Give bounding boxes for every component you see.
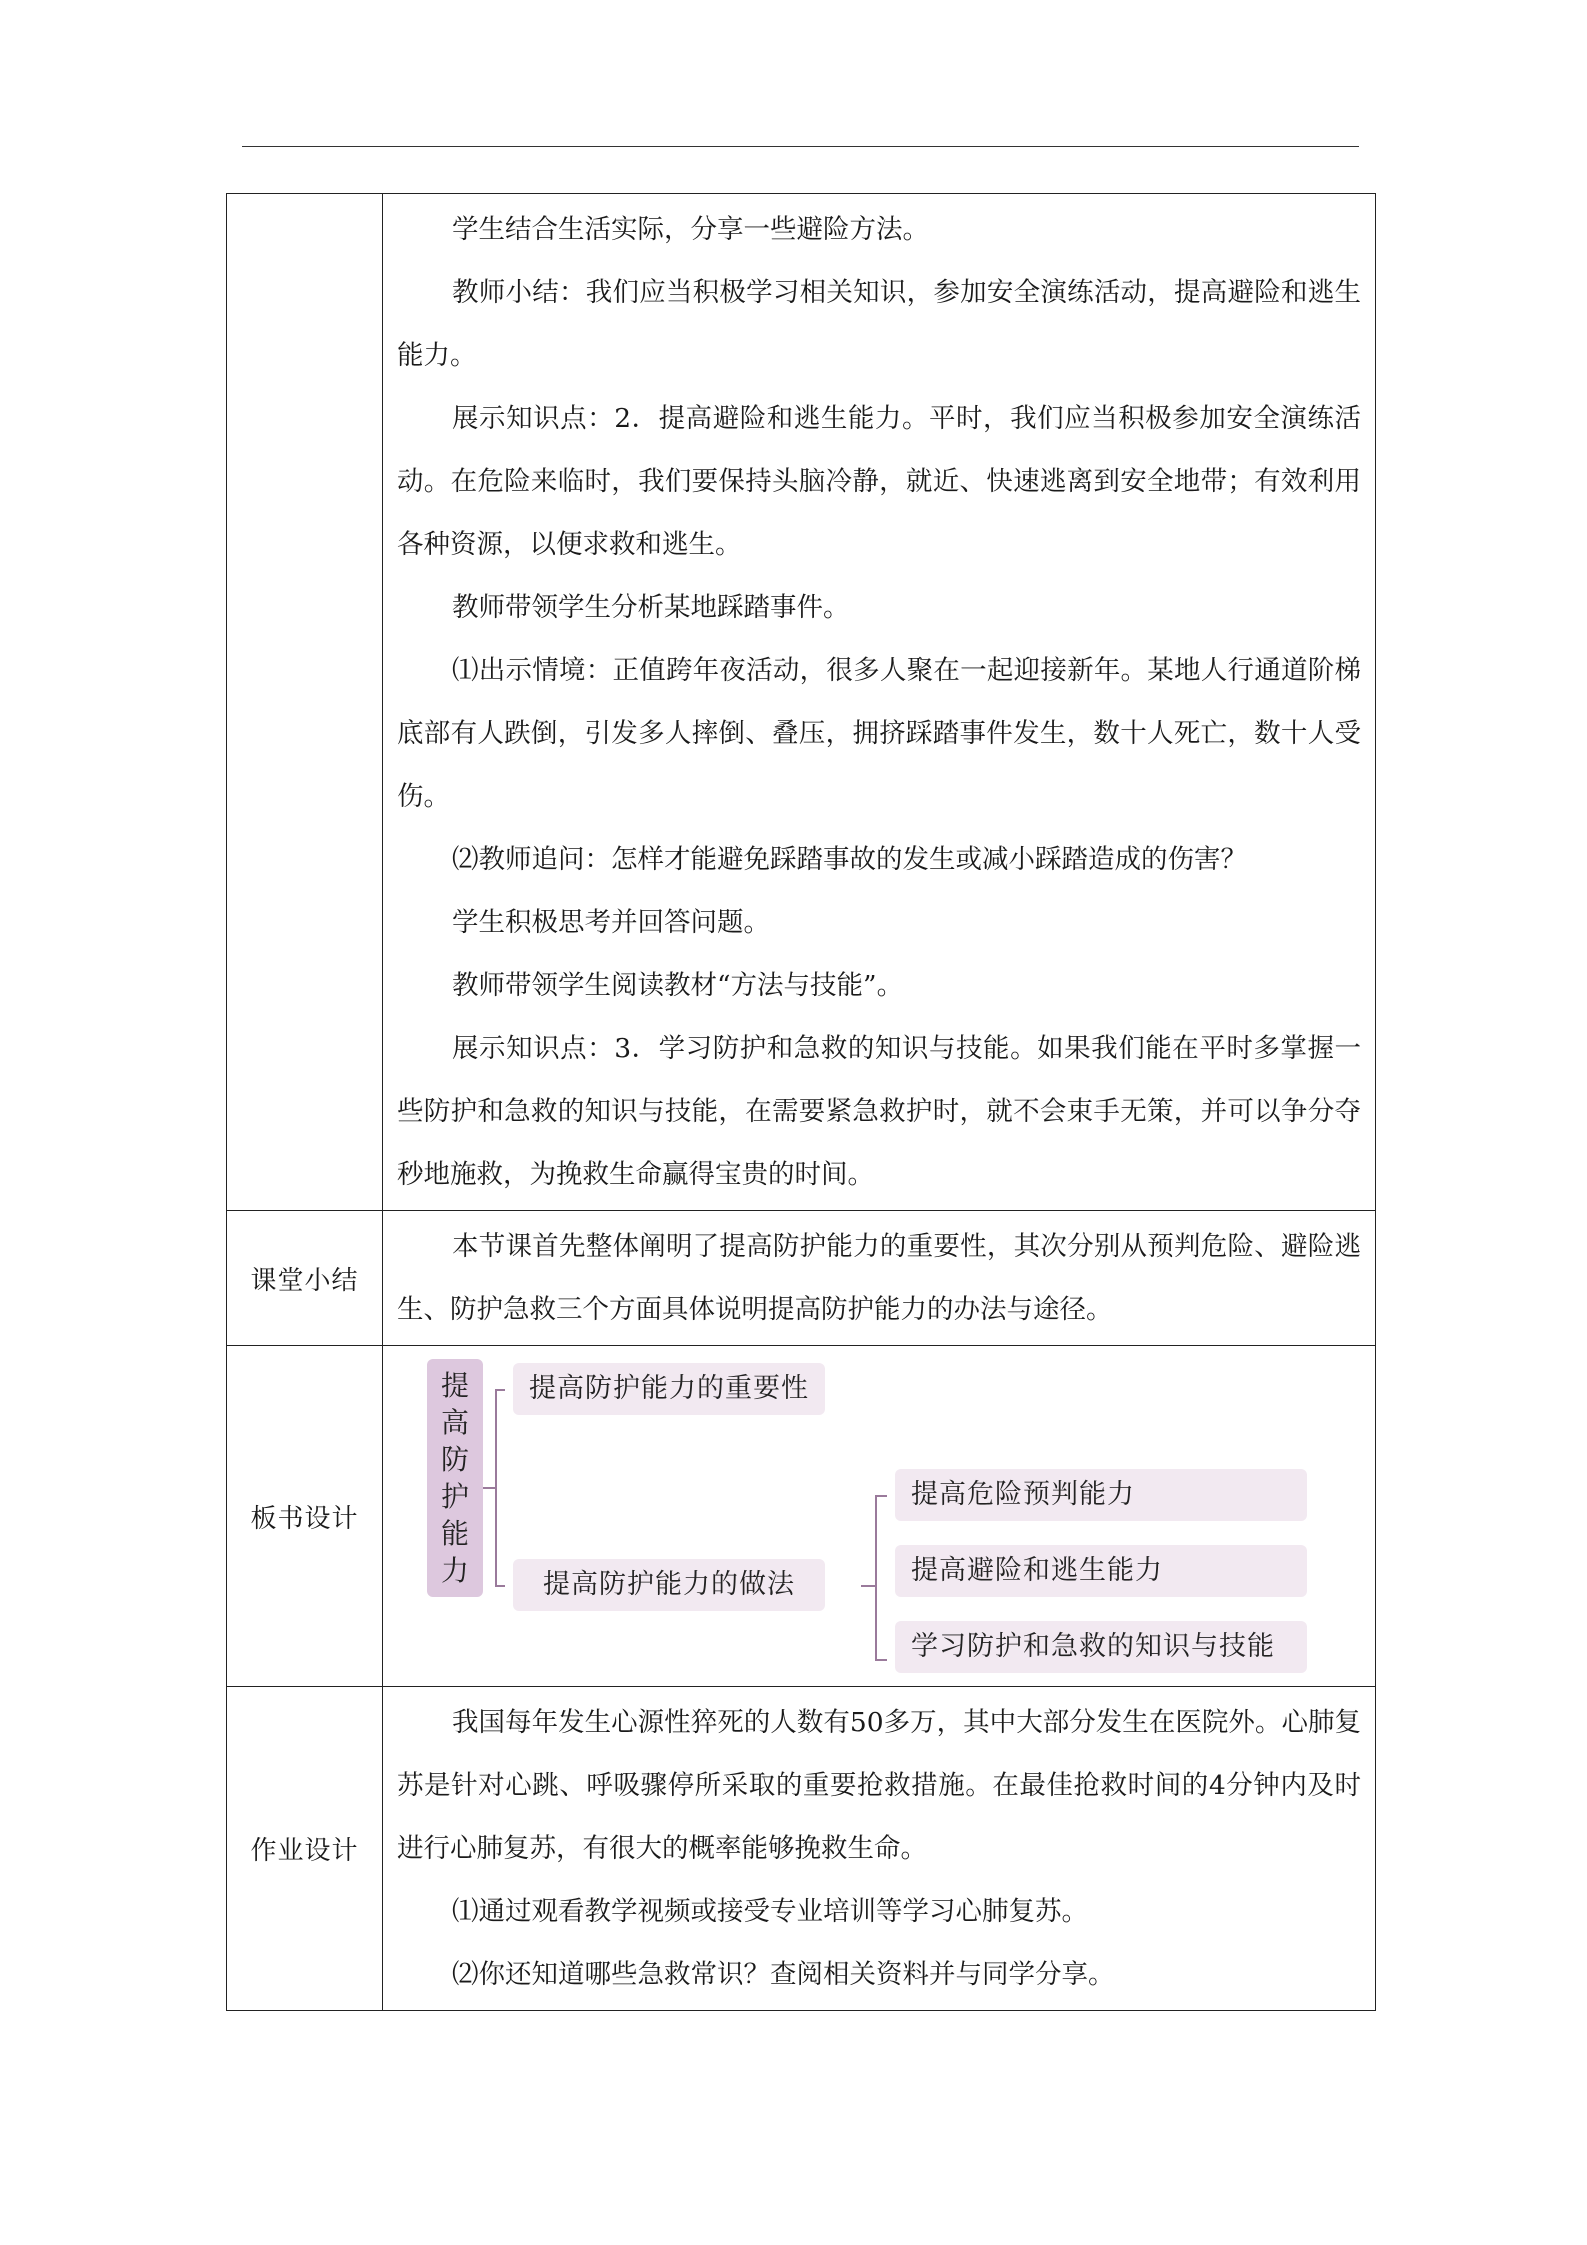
paragraph: 教师带领学生阅读教材“方法与技能”。 [452,970,904,1001]
board-title-char: 护 [440,1479,469,1513]
paragraph: 教师小结：我们应当积极学习相关知识，参加安全演练活动，提高避险和逃生能力。 [397,277,1361,371]
board-diagram [383,1347,1375,1685]
board-branch-methods: 提高防护能力的做法 [513,1559,825,1611]
row-label-empty [227,194,383,1211]
row-label-homework: 作业设计 [227,1687,383,2011]
board-title-char: 力 [440,1553,469,1587]
header-rule [242,146,1359,147]
connector-line [875,1659,887,1661]
board-title-box [427,1359,483,1597]
connector-line [875,1495,877,1661]
table-row-process [227,194,1376,1211]
board-sub-firstaid: 学习防护和急救的知识与技能 [895,1621,1307,1673]
connector-line [495,1389,497,1587]
connector-line [495,1389,505,1391]
paragraph: 展示知识点：2．提高避险和逃生能力。平时，我们应当积极参加安全演练活动。在危险来临时，我们要保持头脑冷静，就近、快速逃离到安全地带；有效利用各种资源，以便求救和逃生。 [397,403,1361,560]
paragraph: ⑴通过观看教学视频或接受专业培训等学习心肺复苏。 [452,1896,1088,1927]
paragraph: ⑵你还知道哪些急救常识？查阅相关资料并与同学分享。 [452,1959,1115,1990]
board-sub-escape: 提高避险和逃生能力 [895,1545,1307,1597]
paragraph: ⑵教师追问：怎样才能避免踩踏事故的发生或减小踩踏造成的伤害？ [452,844,1247,875]
table-row-board [227,1346,1376,1687]
board-sub-hazard: 提高危险预判能力 [895,1469,1307,1521]
row-label-summary: 课堂小结 [227,1211,383,1346]
board-title-char: 高 [440,1405,469,1439]
connector-line [495,1585,505,1587]
connector-line [861,1585,875,1587]
connector-line [875,1495,887,1497]
homework-content [383,1687,1376,2011]
board-branch-importance: 提高防护能力的重要性 [513,1363,825,1415]
table-row-summary [227,1211,1376,1346]
paragraph: 学生结合生活实际，分享一些避险方法。 [452,214,929,245]
board-content [383,1346,1376,1687]
board-title-char: 防 [440,1442,469,1476]
paragraph: 我国每年发生心源性猝死的人数有50多万，其中大部分发生在医院外。心肺复苏是针对心跳、呼吸骤停所采取的重要抢救措施。在最佳抢救时间的4分钟内及时进行心肺复苏，有很大的概率能够挽救生命。 [397,1707,1361,1864]
summary-text: 本节课首先整体阐明了提高防护能力的重要性，其次分别从预判危险、避险逃生、防护急救三个方面具体说明提高防护能力的办法与途径。 [397,1231,1361,1325]
summary-content [383,1211,1376,1346]
board-title-char: 能 [440,1516,469,1550]
table-row-homework [227,1687,1376,2011]
process-content [383,194,1376,1211]
row-label-board: 板书设计 [227,1346,383,1687]
paragraph: 教师带领学生分析某地踩踏事件。 [452,592,850,623]
paragraph: 学生积极思考并回答问题。 [452,907,770,938]
connector-line [483,1487,495,1489]
board-title-char: 提 [440,1368,469,1402]
paragraph: 展示知识点：3．学习防护和急救的知识与技能。如果我们能在平时多掌握一些防护和急救的知识与技能，在需要紧急救护时，就不会束手无策，并可以争分夺秒地施救，为挽救生命赢得宝贵的时间。 [397,1033,1361,1190]
paragraph: ⑴出示情境：正值跨年夜活动，很多人聚在一起迎接新年。某地人行通道阶梯底部有人跌倒，引发多人摔倒、叠压，拥挤踩踏事件发生，数十人死亡，数十人受伤。 [397,655,1361,812]
lesson-plan-table [226,193,1376,2011]
